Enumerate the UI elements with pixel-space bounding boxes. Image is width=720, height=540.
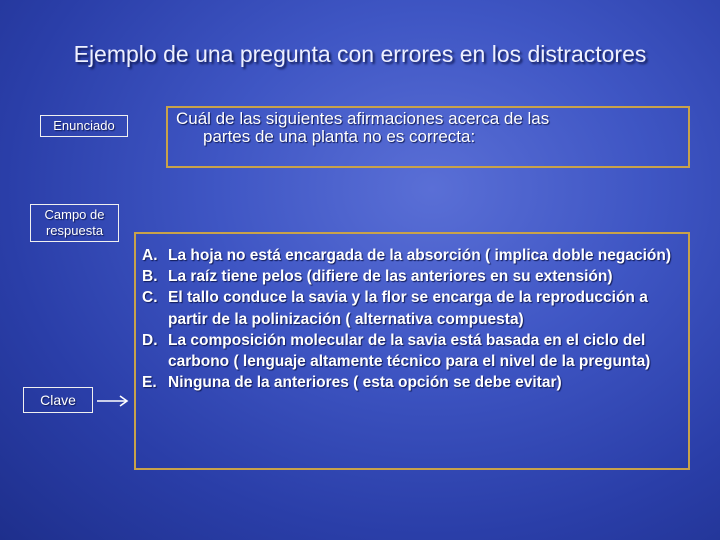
- option-text: La composición molecular de la savia está basada en el ciclo del carbono ( lenguaje altamente técnico para el nivel de la pregunta): [168, 331, 651, 371]
- statement-line-1: Cuál de las siguientes afirmaciones acerca de las: [176, 109, 550, 128]
- option-letter: C.: [142, 289, 158, 307]
- option-letter: D.: [142, 331, 158, 349]
- option-b: [142, 266, 687, 287]
- option-letter: E.: [142, 374, 157, 392]
- question-statement: [176, 110, 676, 146]
- option-e: [142, 372, 687, 393]
- label-enunciado: Enunciado: [40, 115, 128, 137]
- option-text: El tallo conduce la savia y la flor se encarga de la reproducción a partir de la polinización ( alternativa compuesta): [168, 289, 648, 328]
- option-text: Ninguna de la anteriores ( esta opción se debe evitar): [168, 374, 562, 392]
- statement-line-2: partes de una planta no es correcta:: [203, 127, 476, 146]
- option-a: [142, 245, 687, 266]
- answer-options-list: [142, 245, 687, 393]
- option-text: La raíz tiene pelos (difiere de las anteriores en su extensión): [168, 268, 613, 286]
- slide-title: Ejemplo de una pregunta con errores en los distractores: [73, 41, 647, 67]
- option-text: La hoja no está encargada de la absorción ( implica doble negación): [168, 247, 672, 264]
- option-d: [142, 330, 687, 372]
- arrow-right-icon: [96, 393, 130, 409]
- label-campo-de-respuesta: Campo de respuesta: [30, 204, 119, 242]
- option-c: [142, 287, 687, 329]
- option-letter: B.: [142, 268, 158, 286]
- label-clave: Clave: [23, 387, 93, 413]
- option-letter: A.: [142, 247, 158, 264]
